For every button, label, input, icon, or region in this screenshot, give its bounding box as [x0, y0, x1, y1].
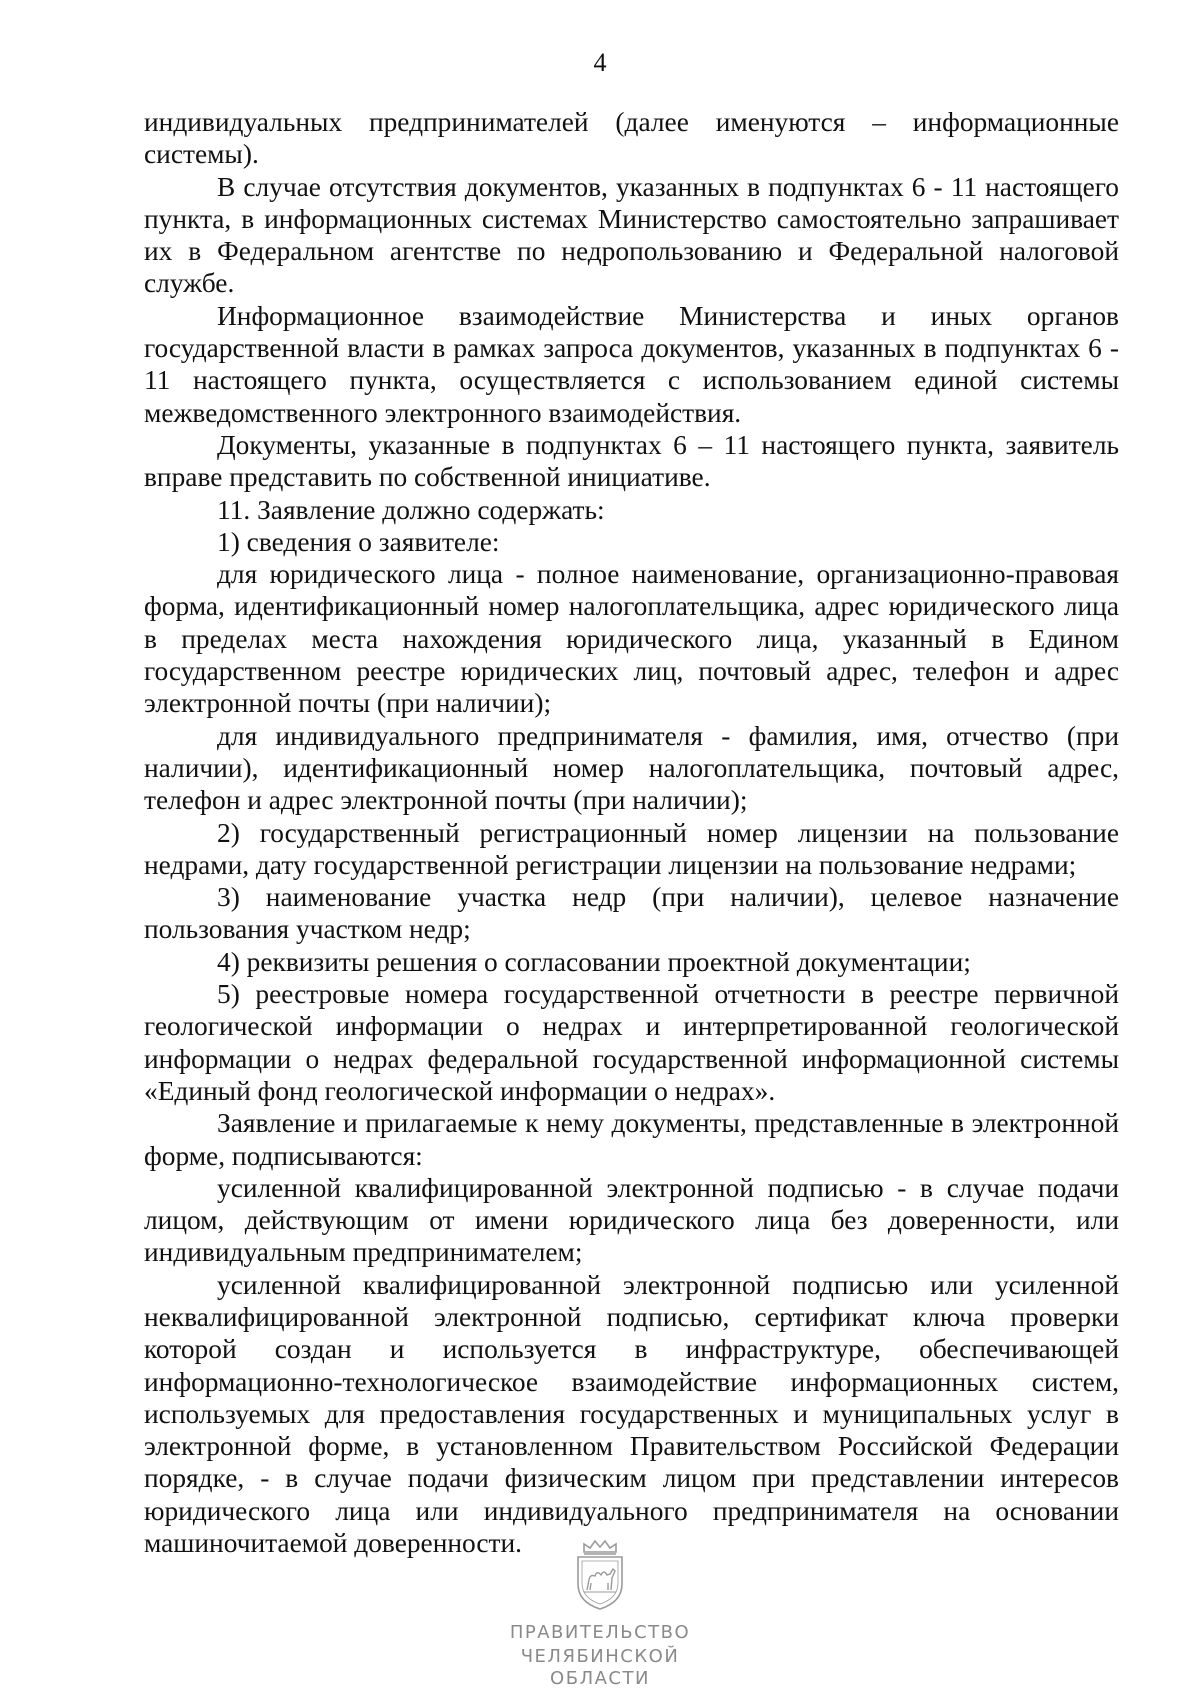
subclause-2: 2) государственный регистрационный номер лицензии на пользование недрами, дату государственной регистрации лицензии на пользование недрами;	[144, 817, 1119, 880]
paragraph-missing-documents: В случае отсутствия документов, указанных в подпунктах 6 - 11 настоящего пункта, в информационных системах Министерство самостоятельно запрашивает их в Федеральном агентстве по недропользованию и Федеральной налоговой службе.	[144, 171, 1119, 299]
paragraph-unqualified-signature: усиленной квалифицированной электронной подписью или усиленной неквалифицированной электронной подписью, сертификат ключа проверки которой создан и используется в инфраструктуре, обеспечивающей информационно-технологическое взаимодействие информационных систем, используемых для предоставления государственных и муниципальных услуг в электронной форме, в установленном Правительством Российской Федерации порядке, - в случае подачи физическим лицом при представлении интересов юридического лица или индивидуального предпринимателя на основании машиночитаемой доверенности.	[144, 1269, 1119, 1559]
chelyabinsk-coat-of-arms-icon	[570, 1538, 630, 1612]
paragraph-continuation: индивидуальных предпринимателей (далее именуются – информационные системы).	[144, 107, 1119, 170]
paragraph-qualified-signature: усиленной квалифицированной электронной подписью - в случае подачи лицом, действующим от имени юридического лица без доверенности, или индивидуальным предпринимателем;	[144, 1172, 1119, 1268]
document-body	[144, 106, 1119, 1559]
page-number: 4	[593, 48, 607, 77]
subclause-1: 1) сведения о заявителе:	[217, 526, 500, 557]
paragraph-interagency-interaction: Информационное взаимодействие Министерства и иных органов государственной власти в рамках запроса документов, указанных в подпунктах 6 - 11 настоящего пункта, осуществляется с использованием единой системы межведомственного электронного взаимодействия.	[144, 300, 1119, 428]
paragraph-signing: Заявление и прилагаемые к нему документы, представленные в электронной форме, подписываются:	[144, 1108, 1119, 1171]
clause-11-heading: 11. Заявление должно содержать:	[217, 494, 605, 525]
seal-line-region: ЧЕЛЯБИНСКОЙ ОБЛАСТИ	[520, 1646, 680, 1689]
subclause-4: 4) реквизиты решения о согласовании проектной документации;	[217, 946, 971, 977]
government-seal	[480, 1538, 720, 1689]
seal-line-government: ПРАВИТЕЛЬСТВО	[509, 1622, 691, 1643]
paragraph-own-initiative: Документы, указанные в подпунктах 6 – 11 настоящего пункта, заявитель вправе представить по собственной инициативе.	[144, 429, 1119, 493]
paragraph-individual-entrepreneur: для индивидуального предпринимателя - фамилия, имя, отчество (при наличии), идентификационный номер налогоплательщика, почтовый адрес, телефон и адрес электронной почты (при наличии);	[144, 720, 1119, 816]
paragraph-legal-entity: для юридического лица - полное наименование, организационно-правовая форма, идентификационный номер налогоплательщика, адрес юридического лица в пределах места нахождения юридического лица, указанный в Едином государственном реестре юридических лиц, почтовый адрес, телефон и адрес электронной почты (при наличии);	[144, 559, 1119, 719]
subclause-5: 5) реестровые номера государственной отчетности в реестре первичной геологической информации о недрах и интерпретированной геологической информации о недрах федеральной государственной информационной системы «Единый фонд геологической информации о недрах».	[144, 979, 1119, 1106]
subclause-3: 3) наименование участка недр (при наличии), целевое назначение пользования участком недр;	[144, 882, 1119, 945]
